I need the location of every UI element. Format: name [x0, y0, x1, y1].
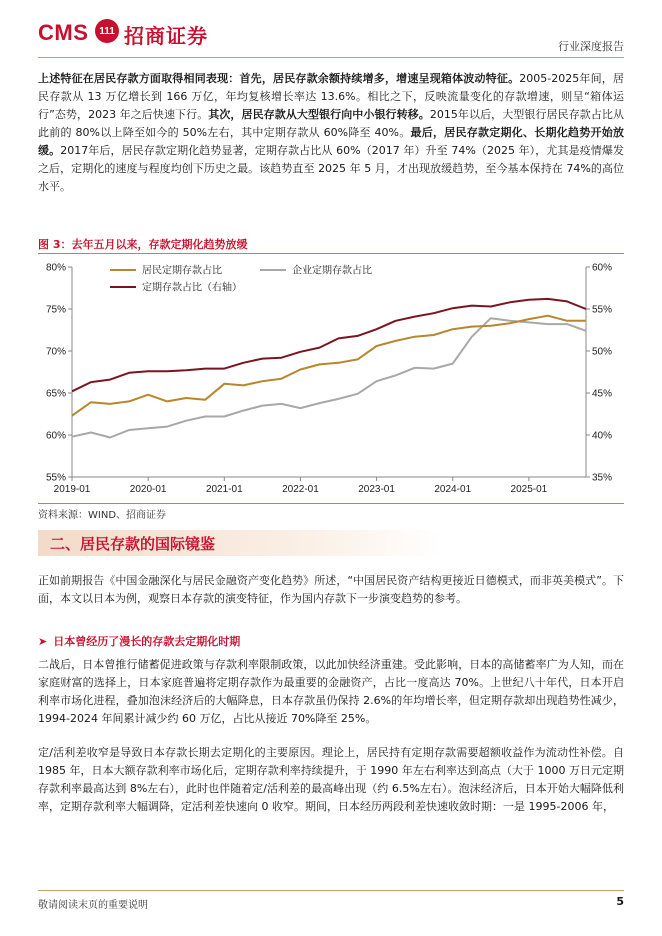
series-line-2: [72, 299, 586, 391]
intro-bold-2: 其次，居民存款从大型银行向中小银行转移。: [208, 108, 430, 121]
x-tick-label: 2023-01: [358, 484, 395, 495]
y-left-tick-label: 55%: [45, 472, 66, 484]
y-right-tick-label: 50%: [592, 346, 613, 358]
y-right-tick-label: 60%: [592, 262, 613, 274]
brand-logo-badge: 111: [95, 19, 119, 43]
figure-top-divider: [38, 253, 624, 254]
x-tick-label: 2019-01: [53, 484, 91, 495]
legend-label-1: 企业定期存款占比: [292, 265, 372, 277]
y-right-tick-label: 40%: [592, 430, 613, 442]
y-left-tick-label: 75%: [45, 304, 66, 316]
header-divider: [38, 57, 624, 58]
subheading: [38, 633, 240, 649]
footer-divider: [38, 890, 624, 891]
page-number: 5: [616, 895, 624, 908]
page-header: [0, 0, 662, 56]
brand-logo-name: 招商证券: [124, 24, 208, 48]
figure-source: 资料来源：WIND、招商证券: [38, 510, 167, 521]
y-left-tick-label: 70%: [45, 346, 66, 358]
series-line-1: [72, 318, 586, 437]
y-right-tick-label: 55%: [592, 304, 613, 316]
brand-logo-cms: CMS: [38, 20, 89, 45]
arrow-bullet-icon: ➤: [38, 635, 48, 648]
subheading-text: 日本曾经历了漫长的存款去定期化时期: [53, 635, 241, 648]
intro-text-1: 2005-2025年间，居民存款从 13 万亿增长到 166 万亿，年均复核增长率达 13.6%。相比之下，反映流量变化的存款增速，则呈“箱体运行”态势，2023 年之后快速下行。: [38, 72, 624, 121]
figure-bottom-divider: [38, 503, 624, 504]
y-left-tick-label: 80%: [45, 262, 66, 274]
y-left-tick-label: 65%: [45, 388, 66, 400]
section-title: 二、居民存款的国际镜鉴: [50, 535, 216, 553]
y-right-tick-label: 45%: [592, 388, 613, 400]
x-tick-label: 2024-01: [434, 484, 472, 495]
intro-text-2: 2015年以后，大型银行居民存款占比从此前的 80%以上降至如今的 50%左右，其中定期存款从 60%降至 40%。: [38, 108, 624, 139]
x-tick-label: 2022-01: [282, 484, 319, 495]
footer-disclaimer: 敬请阅读末页的重要说明: [38, 900, 148, 911]
legend-label-2: 定期存款占比（右轴）: [142, 282, 242, 294]
intro-paragraph: [38, 70, 624, 196]
intro-text-3: 2017年后，居民存款定期化趋势显著，定期存款占比从 60%（2017 年）升至 74%（2025 年），尤其是疫情爆发之后，定期化的速度与程度均创下历史之最。该趋势直至 2025 年 5 月，才出现放缓趋势，至今基本保持在 74%的高位水平。: [38, 144, 624, 193]
interest-spread-paragraph: 定/活利差收窄是导致日本存款长期去定期化的主要原因。理论上，居民持有定期存款需要超额收益作为流动性补偿。自 1985 年，日本大额存款利率市场化后，定期存款利率持续提升，于 1990 年左右利率达到高点（大于 1000 万日元定期存款利率最高达到 8%左右），此时也伴随着定/活利差的最高峰出现（约 6.5%左右）。泡沫经济后，日本开始大幅降低利率，定期存款利率大幅调降，定活利差快速向 0 收窄。期间，日本经历两段利差快速收敛时期：一是 1995-2006 年，: [38, 746, 624, 813]
x-tick-label: 2025-01: [510, 484, 548, 495]
intro-bold-1: 上述特征在居民存款方面取得相同表现：首先，居民存款余额持续增多，增速呈现箱体波动特征。: [38, 72, 520, 85]
deposit-ratio-chart: [38, 255, 624, 500]
figure-title: 图 3：去年五月以来，存款定期化趋势放缓: [38, 238, 248, 251]
y-left-tick-label: 60%: [45, 430, 66, 442]
section2-intro-paragraph: 正如前期报告《中国金融深化与居民金融资产变化趋势》所述，“中国居民资产结构更接近日德模式，而非英美模式”。下面，本文以日本为例，观察日本存款的演变特征，作为国内存款下一步演变趋势的参考。: [38, 574, 624, 605]
intro-bold-3: 最后，居民存款定期化、长期化趋势开始放缓。: [38, 126, 624, 157]
y-right-tick-label: 35%: [592, 472, 613, 484]
legend-label-0: 居民定期存款占比: [142, 265, 222, 277]
x-tick-label: 2021-01: [205, 484, 243, 495]
x-tick-label: 2020-01: [129, 484, 167, 495]
report-type: 行业深度报告: [558, 40, 624, 53]
japan-history-paragraph: 二战后，日本曾推行储蓄促进政策与存款利率限制政策，以此加快经济重建。受此影响，日本的高储蓄率广为人知，而在家庭财富的选择上，日本家庭普遍将定期存款作为最重要的金融资产，占比一度高达 70%。上世纪八十年代，日本开启利率市场化进程，叠加泡沫经济后的大幅降息，日本存款虽仍保持 2.6%的年均增长率，但定期存款却出现趋势性减少，1994-2024 年间累计减少约 60 万亿，占比从接近 70%降至 25%。: [38, 658, 624, 725]
